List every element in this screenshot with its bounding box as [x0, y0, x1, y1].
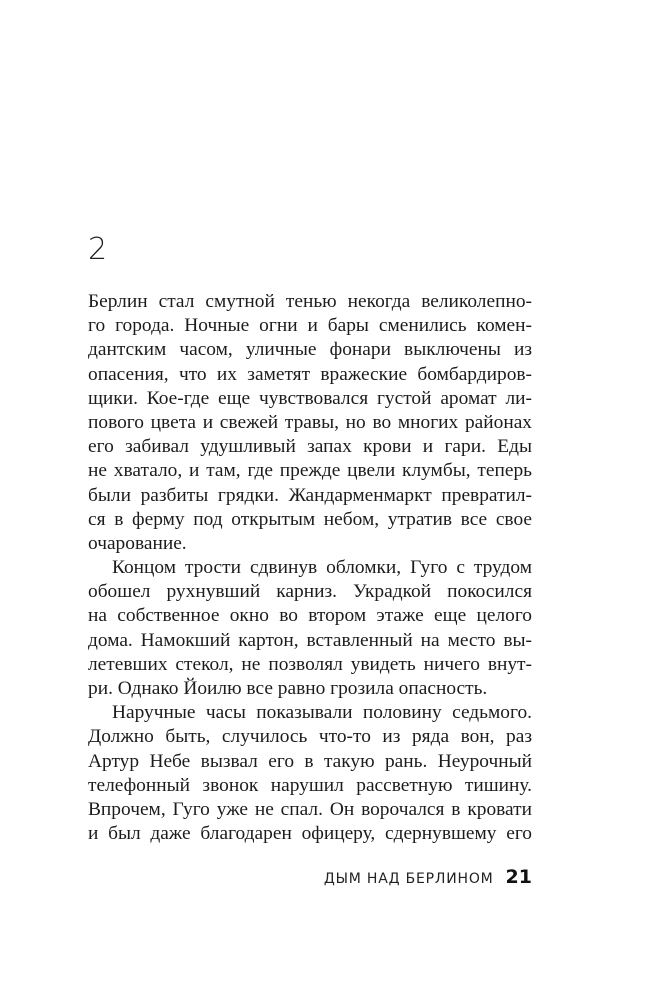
text-line: дантским часом, уличные фонари выключены из — [88, 339, 532, 361]
text-line: его забивал удушливый запах крови и гари. Еды — [88, 436, 532, 458]
text-line: опасения, что их заметят вражеские бомбардиров- — [88, 363, 532, 385]
chapter-number: 2 — [88, 232, 109, 267]
paragraph — [88, 290, 532, 556]
running-title: ДЫМ НАД БЕРЛИНОМ — [323, 871, 494, 887]
paragraph — [88, 701, 532, 846]
text-line: пового цвета и свежей травы, но во многих районах — [88, 411, 532, 433]
text-line: и был даже благодарен офицеру, сдернувшему его — [88, 823, 532, 845]
text-line: летевших стекол, не позволял увидеть ничего внут- — [88, 653, 532, 675]
text-line: Наручные часы показывали половину седьмого. — [112, 702, 532, 724]
text-line: Берлин стал смутной тенью некогда великолепно- — [88, 291, 532, 312]
text-line: ри. Однако Йоилю все равно грозила опасность. — [88, 678, 488, 699]
text-line: го города. Ночные огни и бары сменились комен- — [88, 315, 532, 337]
text-line: Артур Небе вызвал его в такую рань. Неурочный — [88, 750, 532, 772]
text-line: очарование. — [88, 532, 187, 554]
text-line: обошел рухнувший карниз. Украдкой покосился — [88, 581, 532, 603]
text-line: на собственное окно во втором этаже еще целого — [88, 605, 532, 627]
text-line: ся в ферму под открытым небом, утратив все свое — [88, 508, 532, 530]
page-footer — [88, 866, 532, 888]
text-line: были разбиты грядки. Жандарменмаркт превратил- — [88, 484, 532, 506]
page-number: 21 — [505, 866, 532, 888]
text-line: телефонный звонок нарушил рассветную тишину. — [88, 774, 532, 796]
text-line: Концом трости сдвинув обломки, Гуго с трудом — [112, 557, 532, 579]
text-line: щики. Кое-где еще чувствовался густой аромат ли- — [88, 387, 532, 409]
text-line: Должно быть, случилось что-то из ряда вон, раз — [88, 726, 532, 748]
text-line: не хватало, и там, где прежде цвели клумбы, теперь — [88, 460, 532, 482]
text-line: дома. Намокший картон, вставленный на место вы- — [88, 629, 532, 651]
body-text — [88, 290, 532, 846]
paragraph — [88, 556, 532, 701]
text-line: Впрочем, Гуго уже не спал. Он ворочался в кровати — [88, 798, 532, 820]
